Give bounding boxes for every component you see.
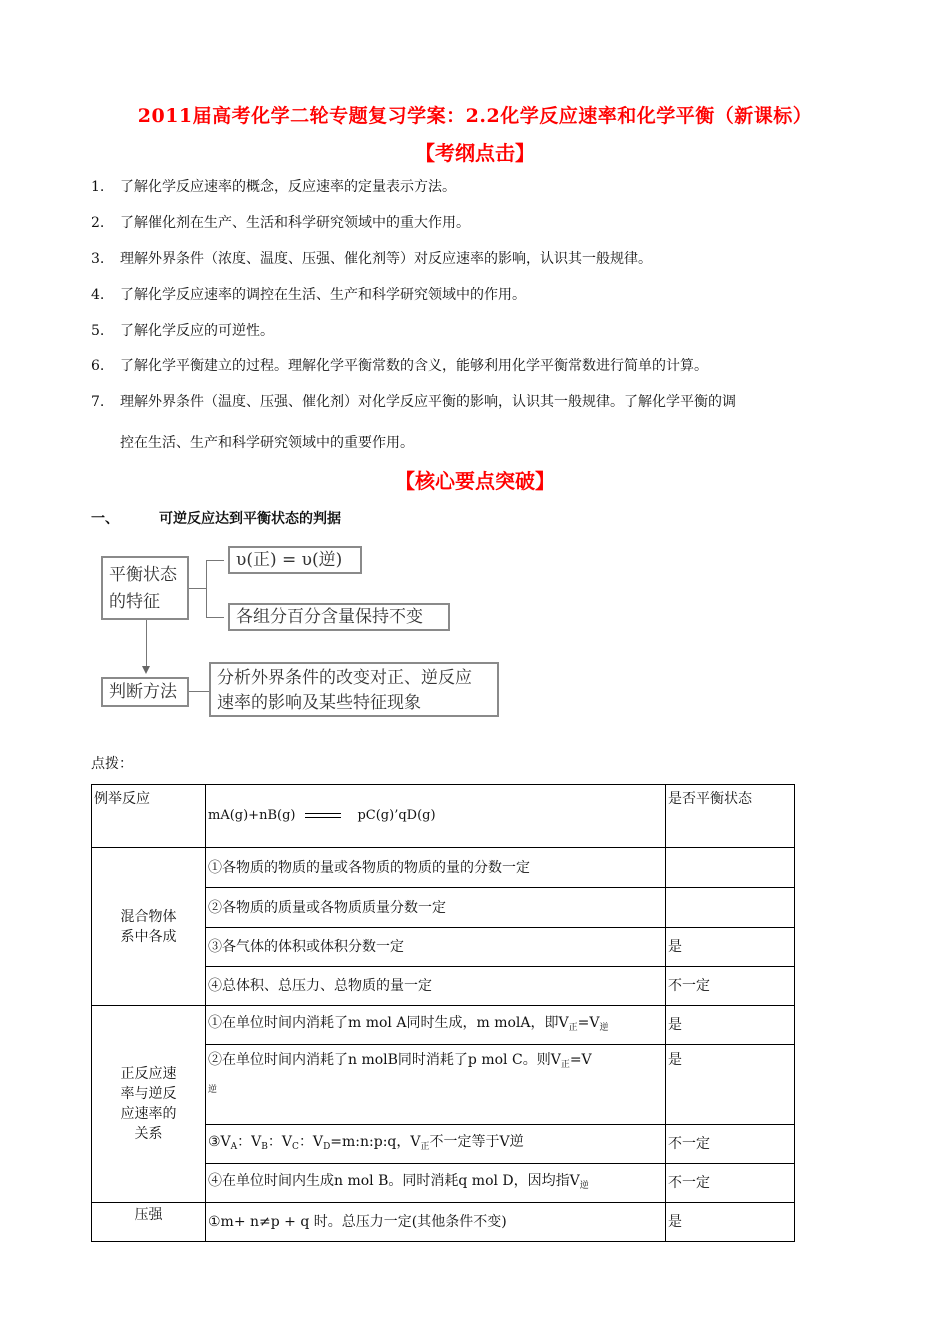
list-item: 6. 了解化学平衡建立的过程。理解化学平衡常数的含义，能够利用化学平衡常数进行简单的计算。 <box>91 358 708 374</box>
diagram-box-judgment: 判断方法 <box>101 677 189 707</box>
list-item: 3. 理解外界条件（浓度、温度、压强、催化剂等）对反应速率的影响，认识其一般规律。 <box>91 251 652 267</box>
diagram-box-features: 平衡状态 的特征 <box>101 556 189 620</box>
answer-cell: 不一定 <box>666 1125 795 1164</box>
header-cell: 例举反应 <box>92 785 206 848</box>
category-cell: 正反应速 率与逆反 应速率的 关系 <box>92 1006 206 1203</box>
condition-cell: ①各物质的物质的量或各物质的物质的量的分数一定 <box>206 848 666 888</box>
connector-line <box>146 620 147 668</box>
subsection-heading: 一、 可逆反应达到平衡状态的判据 <box>91 511 341 527</box>
answer-cell: 是 <box>666 1045 795 1125</box>
arrow-down-icon <box>142 666 150 674</box>
answer-cell: 不一定 <box>666 967 795 1006</box>
answer-cell: 是 <box>666 928 795 967</box>
header-cell: 是否平衡状态 <box>666 785 795 848</box>
document-title: 2011届高考化学二轮专题复习学案：2.2化学反应速率和化学平衡（新课标） <box>137 105 813 127</box>
section-heading-core: 【核心要点突破】 <box>395 469 555 493</box>
table-row <box>92 1203 795 1242</box>
list-item: 7. 理解外界条件（温度、压强、催化剂）对化学反应平衡的影响，认识其一般规律。了解化学平衡的调 <box>91 394 736 410</box>
condition-cell: ①在单位时间内消耗了m mol A同时生成，m molA，即$V_正=V_逆$ <box>206 1006 666 1045</box>
list-item: 2. 了解催化剂在生产、生活和科学研究领域中的重大作用。 <box>91 215 470 231</box>
reversible-arrow-icon <box>303 811 343 821</box>
section-heading-outline: 【考纲点击】 <box>415 141 535 165</box>
answer-cell <box>666 848 795 888</box>
condition-cell: ②各物质的质量或各物质质量分数一定 <box>206 888 666 928</box>
list-item: 1. 了解化学反应速率的概念，反应速率的定量表示方法。 <box>91 179 456 195</box>
list-item: 5. 了解化学反应的可逆性。 <box>91 323 274 339</box>
condition-cell: ③各气体的体积或体积分数一定 <box>206 928 666 967</box>
condition-cell: ④在单位时间内生成n mol B。同时消耗q mol D，因均指$V_逆$ <box>206 1164 666 1203</box>
header-reaction-cell: mA(g)+nB(g) pC(g)’qD(g) <box>206 785 666 848</box>
connector-line <box>206 617 224 618</box>
condition-cell: $③V_A$：$V_B$：$V_C$：$V_D=m:n:p:q$，$V_正$不一定等于V逆 <box>206 1125 666 1164</box>
tip-label: 点拨： <box>91 756 133 772</box>
answer-cell: 是 <box>666 1203 795 1242</box>
diagram-box-analysis: 分析外界条件的改变对正、逆反应 速率的影响及某些特征现象 <box>209 662 499 717</box>
condition-cell: ②在单位时间内消耗了n molB同时消耗了p mol C。则$V_正=V$ $_逆$ <box>206 1045 666 1125</box>
list-item-continuation: 控在生活、生产和科学研究领域中的重要作用。 <box>120 435 414 451</box>
connector-line <box>206 560 207 618</box>
connector-line <box>206 560 224 561</box>
answer-cell: 不一定 <box>666 1164 795 1203</box>
connector-line <box>189 588 206 589</box>
category-cell: 混合物体 系中各成 <box>92 848 206 1006</box>
condition-cell: ①m+ n≠p + q 时。总压力一定(其他条件不变) <box>206 1203 666 1242</box>
condition-cell: ④总体积、总压力、总物质的量一定 <box>206 967 666 1006</box>
category-cell: 压强 <box>92 1203 206 1242</box>
table-row <box>92 785 795 848</box>
answer-cell <box>666 888 795 928</box>
list-item: 4. 了解化学反应速率的调控在生活、生产和科学研究领域中的作用。 <box>91 287 526 303</box>
answer-cell: 是 <box>666 1006 795 1045</box>
table-row <box>92 1006 795 1045</box>
criteria-table <box>91 784 795 1242</box>
diagram-box-content-constant: 各组分百分含量保持不变 <box>228 603 450 631</box>
connector-line <box>189 691 209 692</box>
table-row <box>92 848 795 888</box>
diagram-box-rate-equal: υ(正) = υ(逆) <box>228 546 362 574</box>
